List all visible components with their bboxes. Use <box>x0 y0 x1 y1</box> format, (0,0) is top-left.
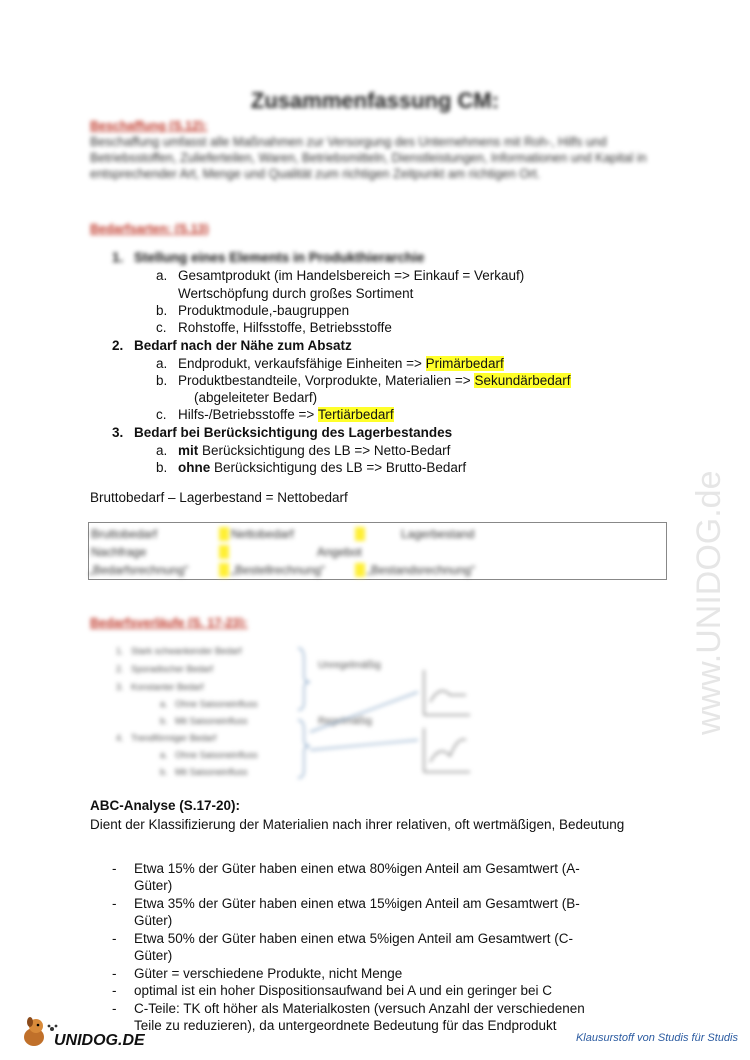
verlauf-label: Regelmäßig <box>318 716 372 727</box>
table-cell: „Bestellrechnung“ <box>231 563 326 577</box>
bullet-item: - optimal ist ein hoher Dispositionsaufwand bei A und ein geringer bei C <box>112 983 553 998</box>
beschaffung-text: Beschaffung umfasst alle Maßnahmen zur Versorgung des Unternehmens mit Roh-, Hilfs und Betriebsstoffen, Zulieferteilen, Waren, Betriebsmitteln, Dienstleistungen, Informationen und Kapital in entsprechender Art, Menge und Qualität zum richtigen Zeitpunkt am richtigen Ort. <box>90 135 647 181</box>
list-item-1-text: Stellung eines Elements in Produkthierarchie <box>134 250 425 265</box>
list-item: 1. Stark schwankender Bedarf <box>116 646 242 656</box>
bullet-cont: Güter) <box>134 913 173 928</box>
bullet-item: - Güter = verschiedene Produkte, nicht Menge <box>112 966 403 981</box>
list-item-1b-text: Produktmodule,-baugruppen <box>178 303 350 318</box>
beschaffung-heading: Beschaffung (S.12): <box>90 119 208 133</box>
table-cell: Nettobedarf <box>231 527 294 541</box>
watermark-text: www.UNIDOG.de <box>690 470 728 735</box>
list-item-3b-bold: ohne <box>178 460 211 475</box>
list-item: a. Ohne Saisoneinfluss <box>160 699 258 709</box>
verlauf-item: Ohne Saisoneinfluss <box>175 699 258 709</box>
list-item-2: 2. Bedarf nach der Nähe zum Absatz <box>112 338 352 353</box>
list-item-2b-cont: (abgeleiteter Bedarf) <box>194 390 318 405</box>
logo-text: UNIDOG.DE <box>54 1032 145 1049</box>
list-item-2a-text: Endprodukt, verkaufsfähige Einheiten => <box>178 356 426 371</box>
table-marker <box>219 527 229 541</box>
list-item-1: 1. Stellung eines Elements in Produkthierarchie <box>112 250 425 265</box>
bullet-text: Etwa 35% der Güter haben einen etwa 15%igen Anteil am Gesamtwert (B- <box>134 896 580 911</box>
bullet-item: - Etwa 35% der Güter haben einen etwa 15%igen Anteil am Gesamtwert (B- <box>112 896 580 911</box>
dog-icon <box>20 1015 170 1051</box>
bullet-text: Güter = verschiedene Produkte, nicht Menge <box>134 966 403 981</box>
list-item-3: 3. Bedarf bei Berücksichtigung des Lagerbestandes <box>112 425 453 440</box>
verlauf-connector-lines <box>290 640 490 790</box>
list-item-1c: c. Rohstoffe, Hilfsstoffe, Betriebsstoffe <box>156 320 392 335</box>
list-item-1c-text: Rohstoffe, Hilfsstoffe, Betriebsstoffe <box>178 320 392 335</box>
abc-description: Dient der Klassifizierung der Materialien nach ihrer relativen, oft wertmäßigen, Bedeutung <box>90 817 625 832</box>
list-item-1a-text: Gesamtprodukt (im Handelsbereich => Einkauf = Verkauf) <box>178 268 525 283</box>
bullet-cont: Teile zu reduzieren), da untergeordnete Bedeutung für das Endprodukt <box>134 1018 557 1033</box>
bullet-item: - C-Teile: TK oft höher als Materialkosten (versuch Anzahl der verschiedenen <box>112 1001 585 1016</box>
verlauf-item: Trendförmiger Bedarf <box>131 733 217 743</box>
table-cell: Lagerbestand <box>401 527 475 541</box>
list-item: 3. Konstanter Bedarf <box>116 682 204 692</box>
list-item: 4. Trendförmiger Bedarf <box>116 733 217 743</box>
table-marker <box>219 563 229 577</box>
verlauf-item: Mit Saisoneinfluss <box>175 716 248 726</box>
list-item-2c: c. Hilfs-/Betriebsstoffe => Tertiärbedarf <box>156 407 394 422</box>
verlauf-item: Ohne Saisoneinfluss <box>175 750 258 760</box>
list-item-1b: b. Produktmodule,-baugruppen <box>156 303 350 318</box>
bullet-item: - Etwa 15% der Güter haben einen etwa 80%igen Anteil am Gesamtwert (A- <box>112 861 580 876</box>
bullet-text: Etwa 50% der Güter haben einen etwa 5%igen Anteil am Gesamtwert (C- <box>134 931 573 946</box>
list-item-3b-text: Berücksichtigung des LB => Brutto-Bedarf <box>210 460 467 475</box>
unidog-logo <box>20 1015 170 1051</box>
verlauf-heading: Bedarfsverläufe (S. 17-23): <box>90 616 248 630</box>
table-marker <box>355 527 365 541</box>
abc-heading: ABC-Analyse (S.17-20): <box>90 798 241 813</box>
table-cell: Angebot <box>317 545 362 559</box>
list-item: b. Mit Saisoneinfluss <box>160 716 248 726</box>
bedarf-table <box>88 522 667 580</box>
table-cell: Nachfrage <box>91 545 147 559</box>
bullet-cont: Güter) <box>134 948 173 963</box>
verlauf-item: Konstanter Bedarf <box>131 682 204 692</box>
bullet-text: Etwa 15% der Güter haben einen etwa 80%igen Anteil am Gesamtwert (A- <box>134 861 580 876</box>
beschaffung-section <box>90 118 650 182</box>
list-item-2c-text: Hilfs-/Betriebsstoffe => <box>178 407 318 422</box>
list-item-3-text: Bedarf bei Berücksichtigung des Lagerbestandes <box>134 425 453 440</box>
bullet-item: - Etwa 50% der Güter haben einen etwa 5%igen Anteil am Gesamtwert (C- <box>112 931 573 946</box>
list-item-3a-text: Berücksichtigung des LB => Netto-Bedarf <box>198 443 451 458</box>
table-marker <box>355 563 365 577</box>
tertiaerbedarf-highlight: Tertiärbedarf <box>317 407 394 422</box>
table-cell: Bruttobedarf <box>91 527 158 541</box>
bullet-cont: Güter) <box>134 878 173 893</box>
verlauf-item: Stark schwankender Bedarf <box>131 646 242 656</box>
table-marker <box>219 545 229 559</box>
list-item-3b: b. ohne Berücksichtigung des LB => Brutto-Bedarf <box>156 460 467 475</box>
list-item: 2. Sporadischer Bedarf <box>116 664 214 674</box>
bullet-text: C-Teile: TK oft höher als Materialkosten (versuch Anzahl der verschiedenen <box>134 1001 585 1016</box>
verlauf-item: Mit Saisoneinfluss <box>175 767 248 777</box>
list-item-2b: b. Produktbestandteile, Vorprodukte, Materialien => Sekundärbedarf <box>156 373 571 388</box>
bedarfsarten-heading: Bedarfsarten: (S.13) <box>90 222 209 236</box>
list-item-2-text: Bedarf nach der Nähe zum Absatz <box>134 338 352 353</box>
list-item-2a: a. Endprodukt, verkaufsfähige Einheiten => Primärbedarf <box>156 356 504 371</box>
list-item-3a: a. mit Berücksichtigung des LB => Netto-Bedarf <box>156 443 451 458</box>
verlauf-label: Unregelmäßig <box>318 660 381 671</box>
page-title: Zusammenfassung CM: <box>250 88 500 113</box>
primaerbedarf-highlight: Primärbedarf <box>425 356 504 371</box>
list-item-3a-bold: mit <box>178 443 199 458</box>
verlauf-item: Sporadischer Bedarf <box>131 664 214 674</box>
table-cell: „Bestandsrechnung“ <box>367 563 476 577</box>
list-item-2b-text: Produktbestandteile, Vorprodukte, Materialien => <box>178 373 475 388</box>
list-item: a. Ohne Saisoneinfluss <box>160 750 258 760</box>
sekundaerbedarf-highlight: Sekundärbedarf <box>474 373 571 388</box>
bullet-text: optimal ist ein hoher Dispositionsaufwand bei A und ein geringer bei C <box>134 983 553 998</box>
table-cell: „Bedarfsrechnung“ <box>89 563 189 577</box>
footer-tagline: Klausurstoff von Studis für Studis <box>575 1032 738 1044</box>
list-item-1a-cont: Wertschöpfung durch großes Sortiment <box>178 286 414 301</box>
list-item: b. Mit Saisoneinfluss <box>160 767 248 777</box>
watermark <box>690 280 730 740</box>
formula-line: Bruttobedarf – Lagerbestand = Nettobedarf <box>90 490 348 505</box>
list-item-1a: a. Gesamtprodukt (im Handelsbereich => Einkauf = Verkauf) <box>156 268 525 283</box>
